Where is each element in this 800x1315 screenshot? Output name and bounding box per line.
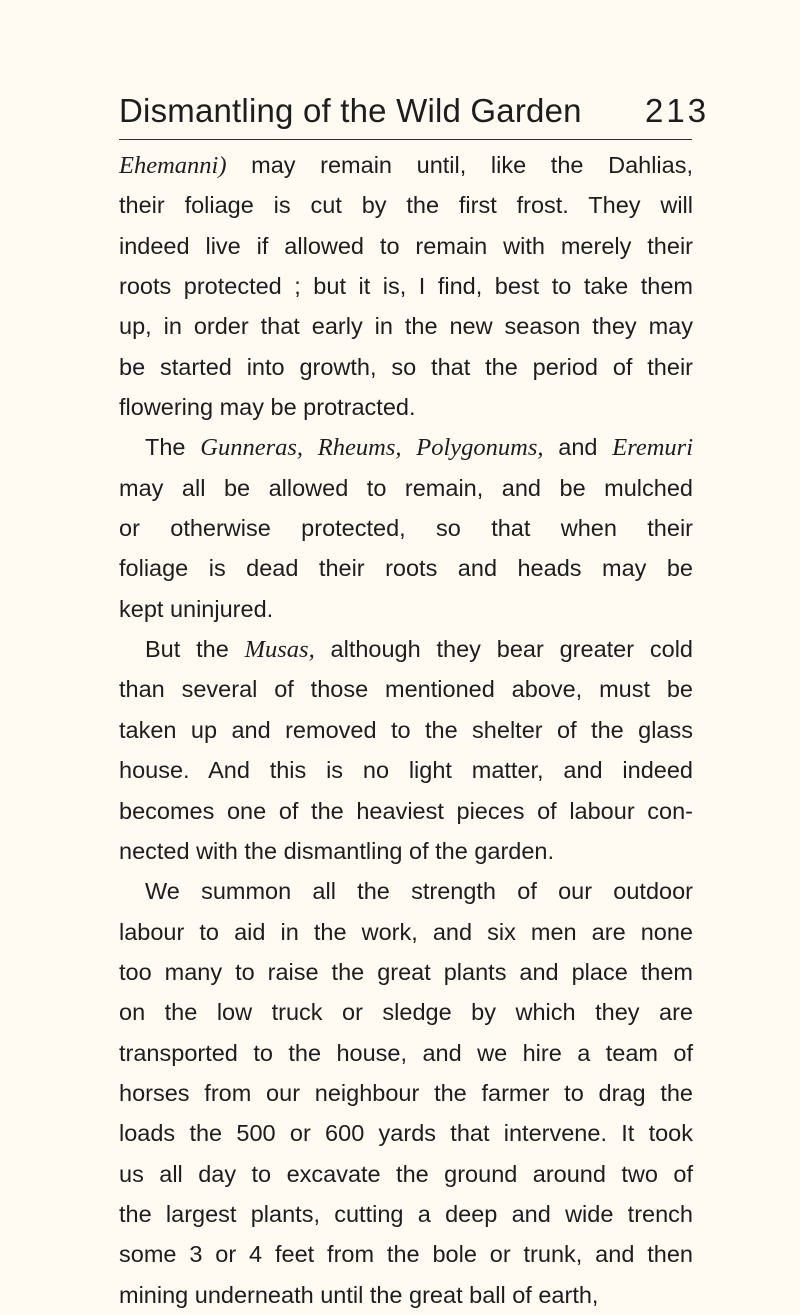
text-run: may remain until, like the Dahlias, [226,152,693,178]
text-line [119,710,693,750]
text-line [119,1275,693,1315]
italic-term: Gunneras, [200,434,304,462]
text-run: But the [145,636,245,663]
text-line [119,226,693,266]
text-run: taken up and removed to the shelter of the glass [119,716,693,743]
text-run: mining underneath until the great ball of earth, [119,1281,599,1308]
text-line [119,387,693,427]
text-line [119,912,693,952]
text-line [119,145,693,185]
text-line [119,1194,693,1234]
text-line [119,185,693,225]
text-line [119,952,693,992]
text-run: up, in order that early in the new season they may [119,313,693,340]
text-run: flowering may be protracted. [119,394,416,421]
italic-term: Eremuri [612,434,693,462]
text-run: too many to raise the great plants and place them [119,958,693,985]
text-run [303,434,318,460]
italic-term: Rheums, [317,434,402,462]
text-line [119,629,693,669]
text-run: and [543,434,613,461]
text-run: be started into growth, so that the period of their [119,353,693,380]
header-rule [119,139,692,140]
italic-term: Musas, [244,636,315,664]
italic-term: Ehemanni) [119,152,227,179]
text-line [119,871,693,911]
text-line [119,1033,693,1073]
text-line [119,306,693,346]
text-run: transported to the house, and we hire a team of [119,1039,693,1066]
text-run: nected with the dismantling of the garden. [119,837,555,864]
text-line [119,589,693,629]
text-run: although they bear greater cold [314,636,693,663]
text-line [119,427,693,467]
text-run [402,434,417,460]
text-line [119,750,693,790]
italic-term: Polygonums, [416,434,544,462]
text-run: us all day to excavate the ground around two of [119,1160,693,1187]
text-run: house. And this is no light matter, and indeed [119,757,693,784]
text-line [119,1234,693,1274]
text-run: may all be allowed to remain, and be mulched [119,474,693,501]
text-run: roots protected ; but it is, I find, best to take them [119,273,693,300]
text-run: loads the 500 or 600 yards that intervene. It took [119,1120,693,1147]
text-line [119,508,693,548]
text-line [119,669,693,709]
text-line [119,1073,693,1113]
text-run: becomes one of the heaviest pieces of labour con- [119,797,693,824]
text-line [119,992,693,1032]
text-run: We summon all the strength of our outdoor [145,878,693,905]
text-run: their foliage is cut by the first frost. They will [119,192,693,219]
text-line [119,1154,693,1194]
page-number: 213 [645,92,710,129]
text-line [119,347,693,387]
text-line [119,791,693,831]
text-run: on the low truck or sledge by which they are [119,999,693,1026]
text-run: the largest plants, cutting a deep and wide trench [119,1200,693,1227]
text-run: or otherwise protected, so that when their [119,515,693,542]
text-line [119,1113,693,1153]
text-line [119,468,693,508]
text-run: than several of those mentioned above, must be [119,676,693,703]
text-run: indeed live if allowed to remain with merely their [119,232,693,259]
text-line [119,548,693,588]
text-run: kept uninjured. [119,595,274,622]
text-run: foliage is dead their roots and heads may be [119,555,693,582]
running-head-title: Dismantling of the Wild Garden [119,92,582,129]
body-text [119,145,693,1315]
text-line [119,831,693,871]
text-run: horses from our neighbour the farmer to drag the [119,1079,693,1106]
text-run: labour to aid in the work, and six men are none [119,918,693,945]
running-head [119,88,709,134]
text-run: The [145,434,201,461]
text-line [119,266,693,306]
text-run: some 3 or 4 feet from the bole or trunk, and then [119,1241,693,1268]
